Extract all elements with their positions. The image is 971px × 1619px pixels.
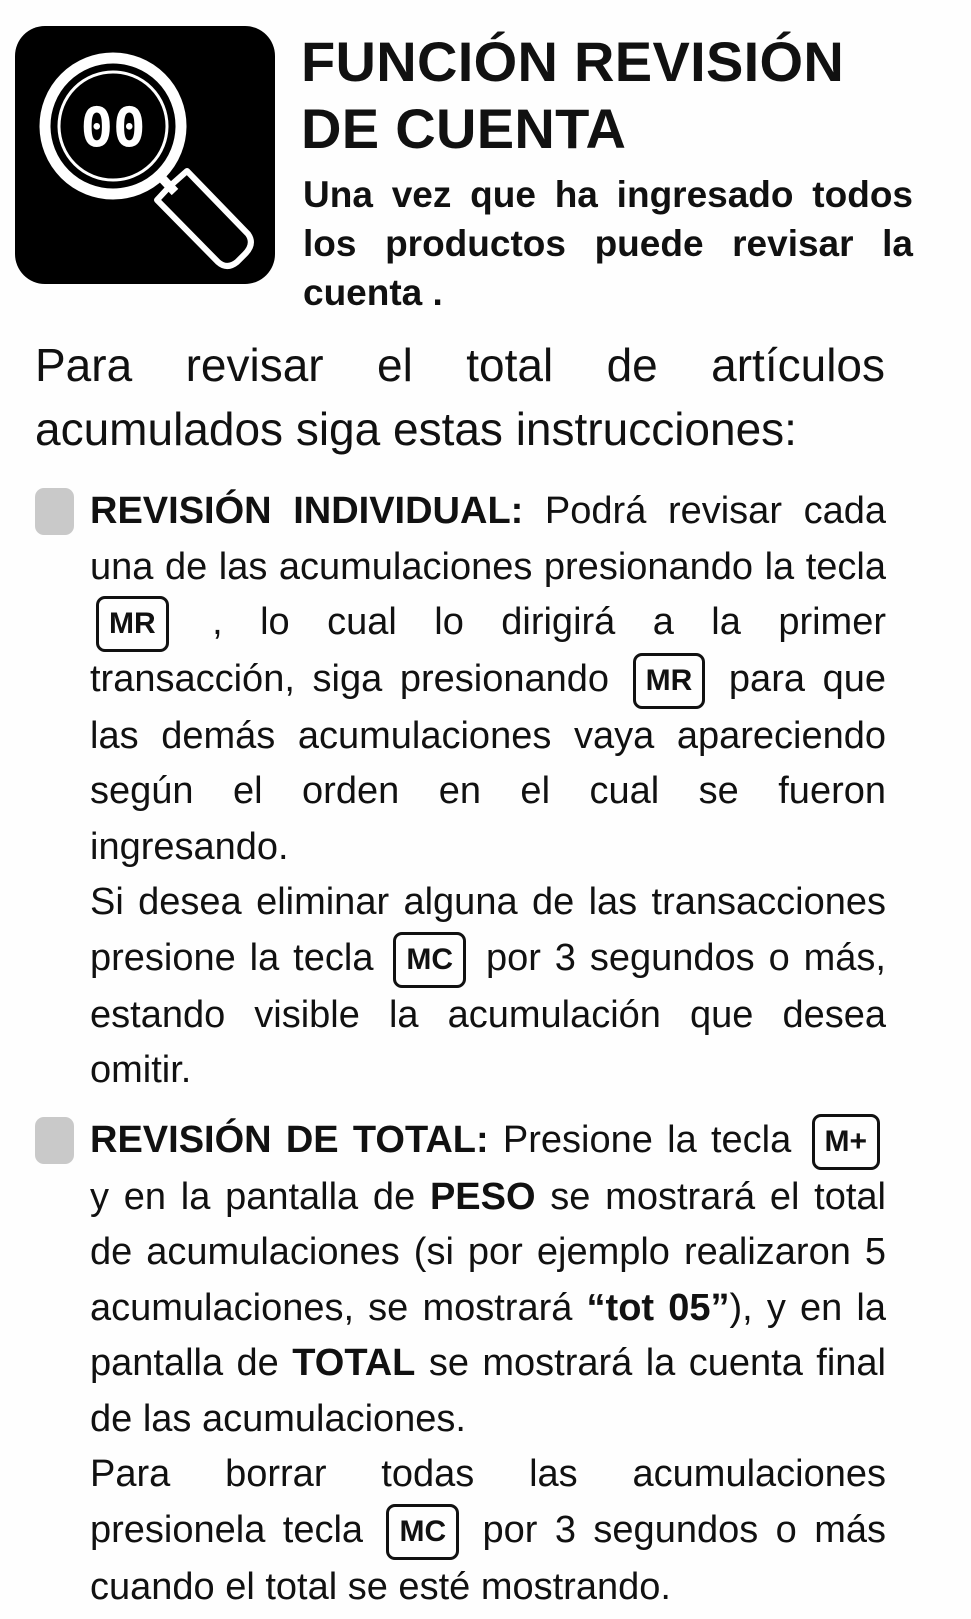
total-text-a: Presione la tecla	[488, 1119, 792, 1161]
individual-text-d: Si desea eliminar alguna de las transacciones presione la tecla	[90, 881, 886, 979]
section-total	[90, 1113, 886, 1615]
key-mc: MC	[386, 1504, 459, 1560]
page-title	[301, 28, 951, 162]
key-mr: MR	[633, 653, 706, 709]
bullet-marker	[35, 1117, 74, 1164]
display-digits: 00	[80, 96, 146, 159]
title-line-1: FUNCIÓN REVISIÓN	[301, 30, 845, 93]
subtitle: Una vez que ha ingresado todos los productos puede revisar la cuenta .	[303, 174, 913, 313]
key-m-plus: M+	[812, 1114, 881, 1170]
total-label: TOTAL	[292, 1342, 416, 1385]
total-text-f: Para borrar todas las acumulaciones presionela tecla	[90, 1453, 886, 1551]
total-text-d: ), y en la pantalla de	[90, 1286, 886, 1385]
individual-paragraph-1	[90, 484, 886, 875]
total-text-e: se mostrará la cuenta final de las acumulaciones.	[90, 1342, 886, 1440]
key-mc: MC	[393, 932, 466, 988]
individual-text-a: Podrá revisar cada una de las acumulaciones presionando la tecla	[90, 490, 886, 588]
total-paragraph-1	[90, 1113, 886, 1447]
total-paragraph-2	[90, 1447, 886, 1615]
individual-heading: REVISIÓN INDIVIDUAL:	[90, 490, 524, 532]
individual-paragraph-2	[90, 875, 886, 1098]
individual-text-c: para que las demás acumulaciones vaya apareciendo según el orden en el cual se fueron ingresando.	[90, 657, 887, 868]
bullet-marker	[35, 488, 74, 535]
total-heading: REVISIÓN DE TOTAL:	[90, 1119, 489, 1161]
magnifier-display-icon	[15, 26, 275, 284]
total-text-b: y en la pantalla de	[90, 1175, 430, 1218]
key-mr: MR	[96, 596, 169, 652]
peso-label: PESO	[429, 1175, 536, 1218]
section-individual	[90, 484, 886, 1099]
total-text-c: se mostrará el total de acumulaciones (si por ejemplo realizaron 5 acumulaciones, se mostrará	[90, 1175, 886, 1329]
title-line-2: DE CUENTA	[301, 97, 627, 160]
individual-text-b: , lo cual lo dirigirá a la primer transacción, siga presionando	[90, 601, 886, 700]
tot-example: “tot 05”	[586, 1286, 730, 1329]
intro-text: Para revisar el total de artículos acumulados siga estas instrucciones:	[35, 339, 885, 455]
magnifier-icon-graphic	[15, 26, 275, 284]
individual-text-e: por 3 segundos o más, estando visible la acumulación que desea omitir.	[90, 936, 886, 1092]
total-text-g: por 3 segundos o más cuando el total se esté mostrando.	[90, 1508, 886, 1608]
